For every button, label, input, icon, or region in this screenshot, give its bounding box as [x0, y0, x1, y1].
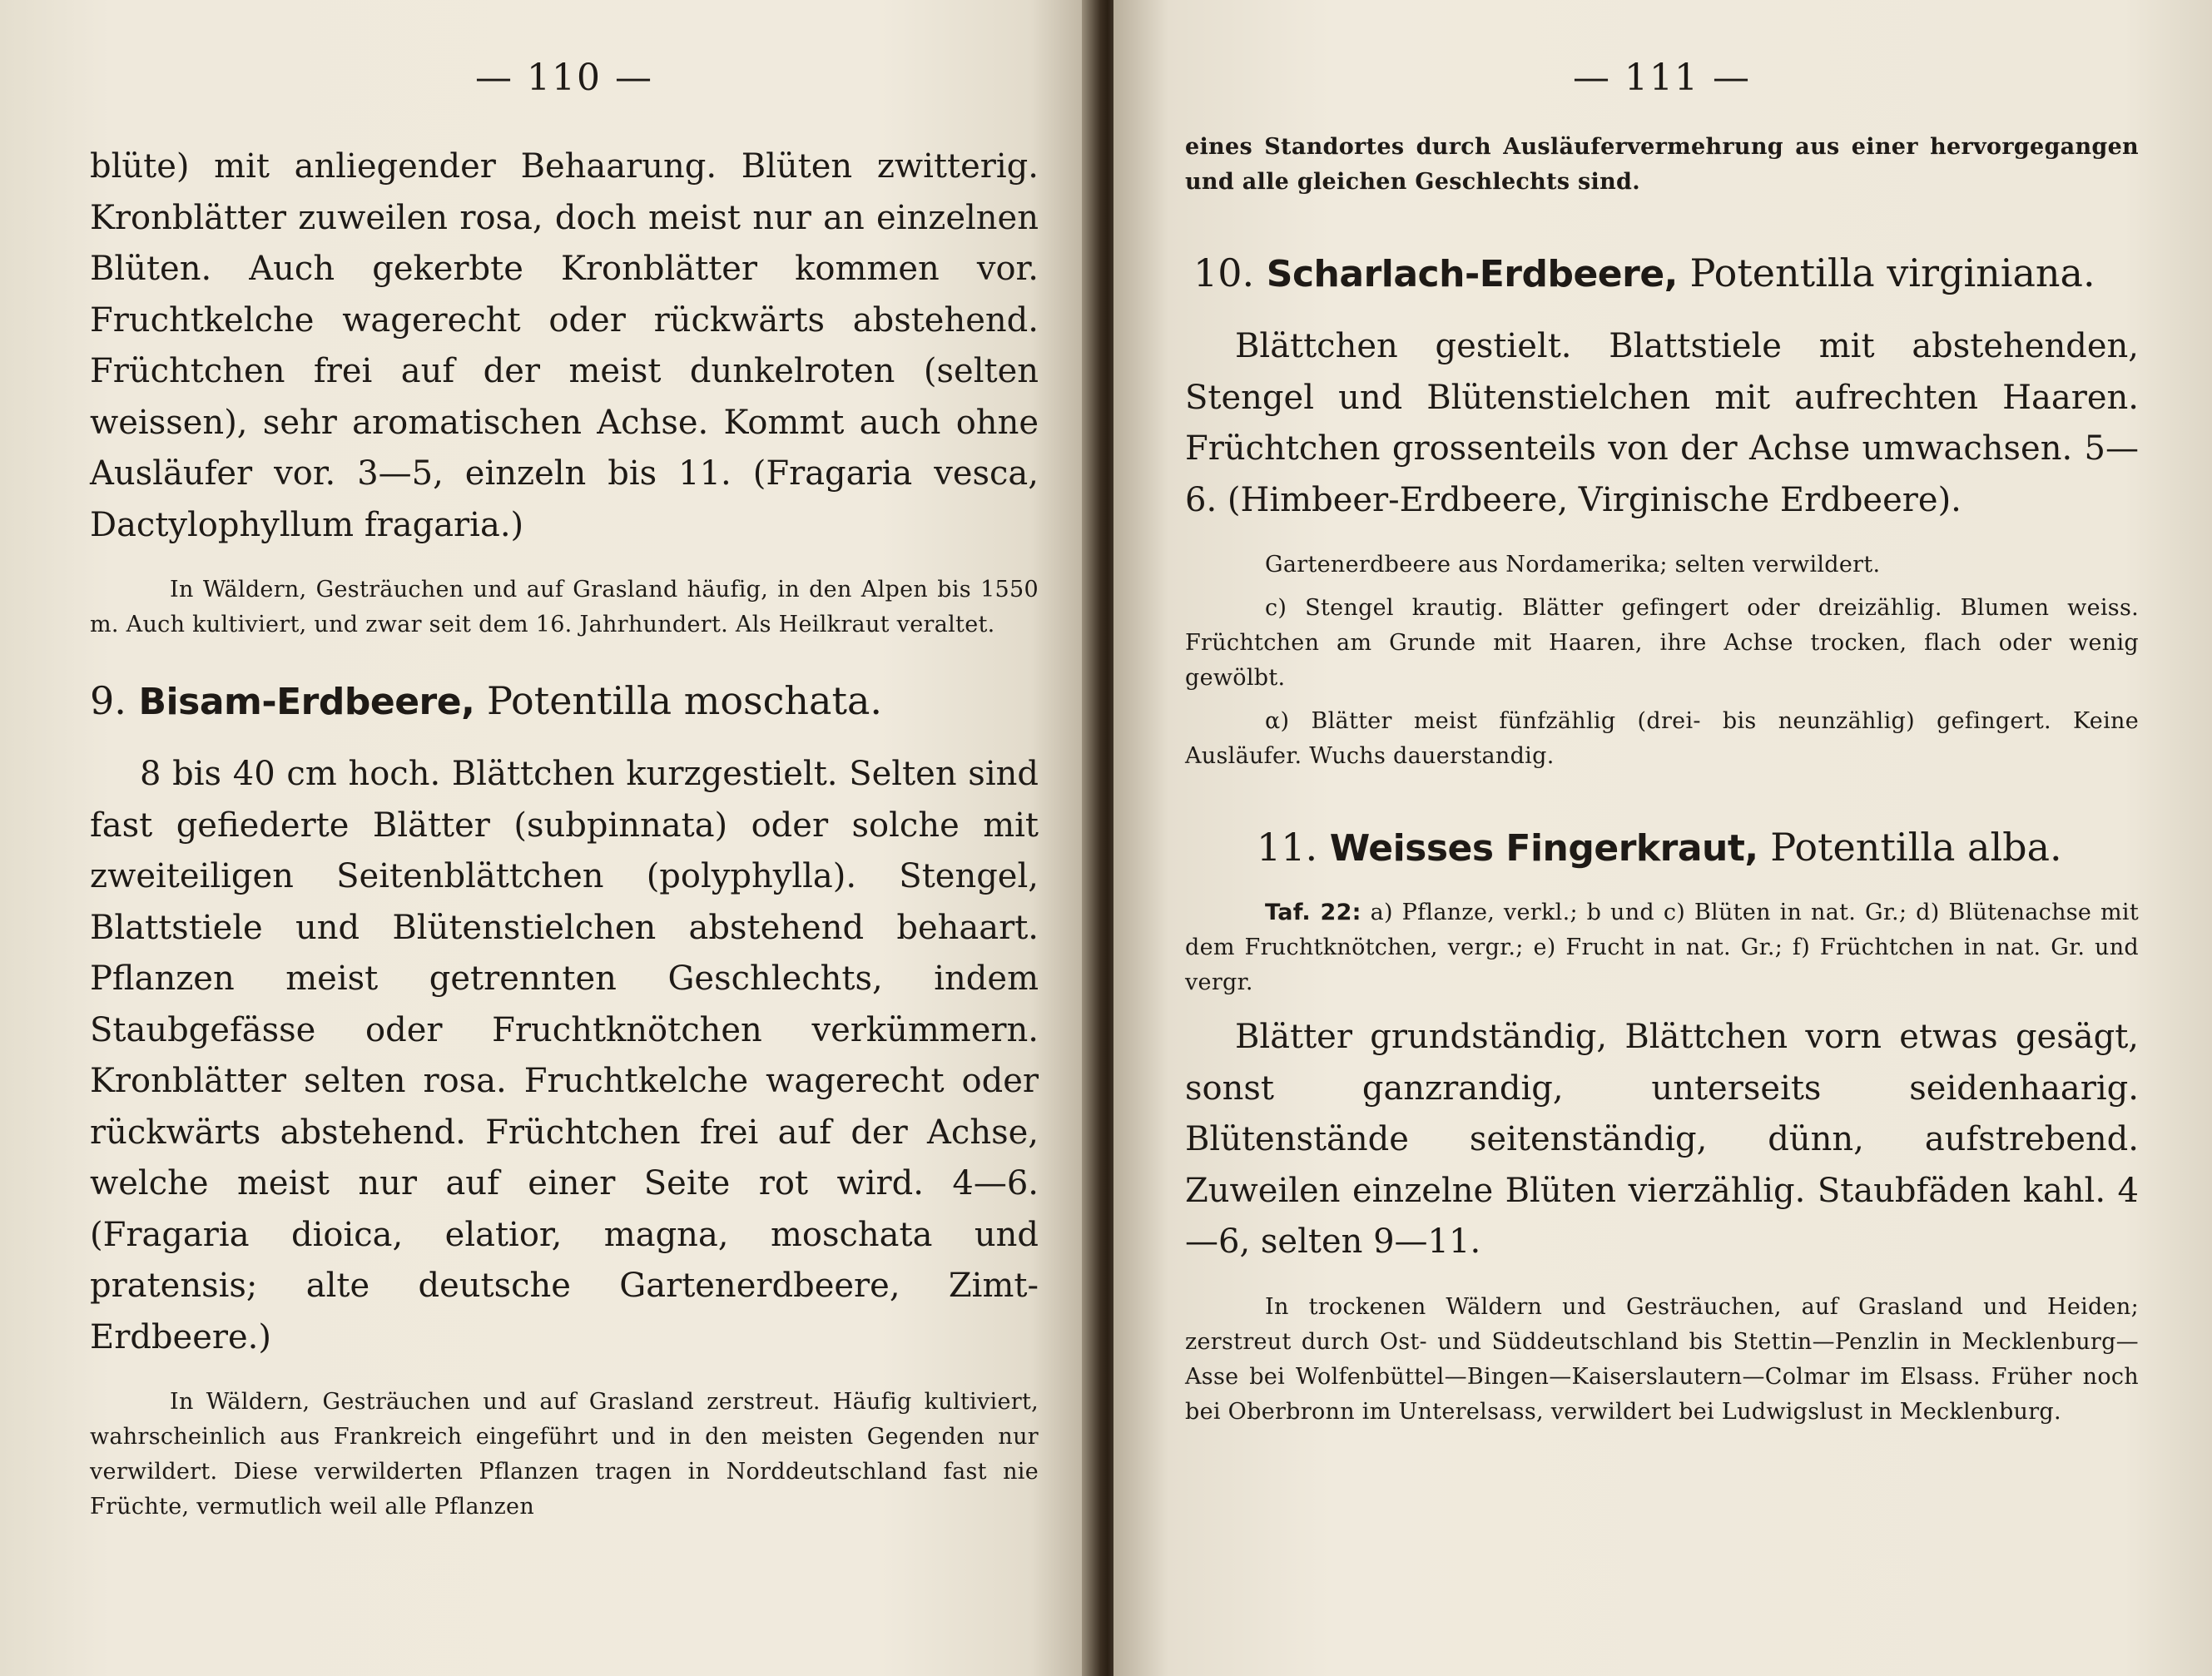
species-latin-name: Potentilla virginiana.	[1689, 250, 2095, 295]
page-number-left: — 110 —	[475, 57, 653, 99]
species-number: 10.	[1193, 250, 1255, 295]
plate-caption	[1185, 895, 2139, 1000]
right-note-3: α) Blätter meist fünfzählig (drei- bis neunzählig) gefingert. Keine Ausläufer. Wuchs dauerstandig.	[1185, 708, 2139, 769]
left-page	[0, 0, 1097, 1676]
species-common-name: Scharlach-Erdbeere,	[1266, 253, 1678, 295]
species-latin-name: Potentilla moschata.	[486, 678, 882, 723]
species-number: 11.	[1257, 825, 1318, 870]
species-common-name: Weisses Fingerkraut,	[1329, 827, 1758, 870]
left-note-1: In Wäldern, Gesträuchen und auf Grasland häufig, in den Alpen bis 1550 m. Auch kultiviert, und zwar seit dem 16. Jahrhundert. Als Heilkraut veraltet.	[90, 577, 1039, 637]
species-latin-name: Potentilla alba.	[1770, 825, 2062, 870]
species-number: 9.	[90, 678, 126, 723]
right-note-1: Gartenerdbeere aus Nordamerika; selten verwildert.	[1265, 552, 1881, 578]
species-heading-9	[90, 676, 1039, 727]
right-note-4: In trockenen Wäldern und Gesträuchen, auf Grasland und Heiden; zerstreut durch Ost- und Süddeutschland bis Stettin—Penzlin in Mecklenburg—Asse bei Wolfenbüttel—Bingen—Kaiserslautern—Colmar im Elsass. Früher noch bei Oberbronn im Unterelsass, verwildert bei Ludwigslust in Mecklenburg.	[1185, 1293, 2139, 1425]
left-paragraph-1: blüte) mit anliegender Behaarung. Blüten zwitterig. Kronblätter zuweilen rosa, doch meist nur an einzelnen Blüten. Auch gekerbte Kronblätter kommen vor. Fruchtkelche wagerecht oder rückwärts abstehend. Früchtchen frei auf der meist dunkelroten (selten weissen), sehr aromatischen Achse. Kommt auch ohne Ausläufer vor. 3—5, einzeln bis 11. (Fragaria vesca, Dactylophyllum fragaria.)	[90, 147, 1039, 544]
left-note-2: In Wäldern, Gesträuchen und auf Grasland zerstreut. Häufig kultiviert, wahrscheinlich aus Frankreich eingeführt und in den meisten Gegenden nur verwildert. Diese verwilderten Pflanzen tragen in Norddeutschland fast nie Früchte, vermutlich weil alle Pflanzen	[90, 1389, 1039, 1520]
page-number-right: — 111 —	[1573, 57, 1751, 99]
plate-text: a) Pflanze, verkl.; b und c) Blüten in nat. Gr.; d) Blütenachse mit dem Fruchtknötchen, vergr.; e) Frucht in nat. Gr.; f) Früchtchen in nat. Gr. und vergr.	[1185, 900, 2140, 995]
species-heading-11	[1185, 822, 2139, 874]
left-paragraph-2: 8 bis 40 cm hoch. Blättchen kurzgestielt. Selten sind fast gefiederte Blätter (subpinnata) oder solche mit zweiteiligen Seitenblättchen (polyphylla). Stengel, Blattstiele und Blütenstielchen abstehend behaart. Pflanzen meist getrennten Geschlechts, indem Staubgefässe oder Fruchtknötchen verkümmern. Kronblätter selten rosa. Fruchtkelche wagerecht oder rückwärts abstehend. Früchtchen frei auf der Achse, welche meist nur auf einer Seite rot wird. 4—6. (Fragaria dioica, elatior, magna, moschata und pratensis; alte deutsche Gartenerdbeere, Zimt-Erdbeere.)	[90, 755, 1039, 1356]
species-heading-10	[1185, 248, 2139, 300]
right-note-2: c) Stengel krautig. Blätter gefingert oder dreizählig. Blumen weiss. Früchtchen am Grunde mit Haaren, ihre Achse trocken, flach oder wenig gewölbt.	[1185, 595, 2139, 691]
right-page	[1113, 0, 2212, 1676]
right-note-top: eines Standortes durch Ausläufervermehrung aus einer hervorgegangen und alle gleichen Geschlechts sind.	[1185, 134, 2139, 195]
right-paragraph-2: Blätter grundständig, Blättchen vorn etwas gesägt, sonst ganzrandig, unterseits seidenhaarig. Blütenstände seitenständig, dünn, aufstrebend. Zuweilen einzelne Blüten vierzählig. Staubfäden kahl. 4—6, selten 9—11.	[1185, 1018, 2139, 1261]
plate-label: Taf. 22:	[1265, 900, 1361, 925]
species-common-name: Bisam-Erdbeere,	[138, 681, 475, 723]
right-paragraph-1: Blättchen gestielt. Blattstiele mit abstehenden, Stengel und Blütenstielchen mit aufrechten Haaren. Früchtchen grossenteils von der Achse umwachsen. 5—6. (Himbeer-Erdbeere, Virginische Erdbeere).	[1185, 327, 2139, 519]
